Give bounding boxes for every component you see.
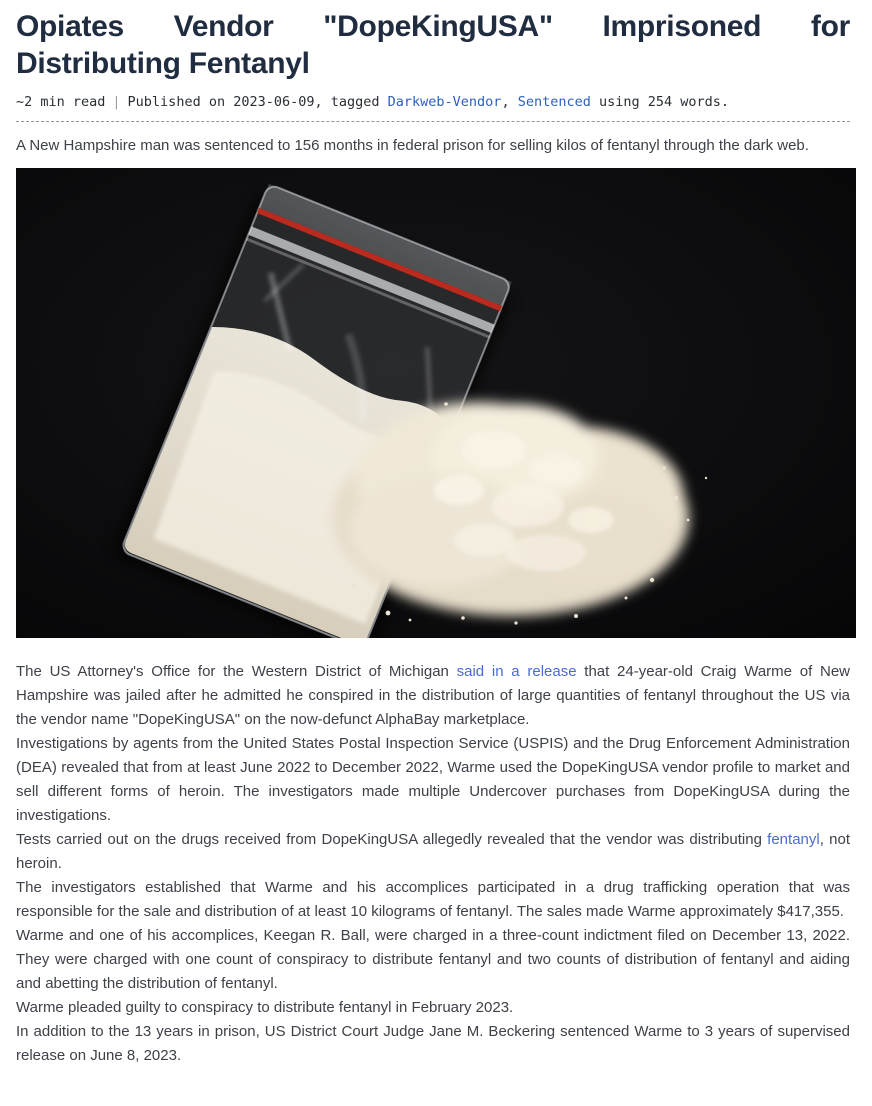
paragraph-5: Warme and one of his accomplices, Keegan R. Ball, were charged in a three-count indictment filed on December 13, 2022. They were charged with one count of conspiracy to distribute fentanyl and two counts of distribution of fentanyl and aiding and abetting the distribution of fentanyl. — [16, 927, 850, 992]
tag-link-darkweb-vendor[interactable]: Darkweb-Vendor — [387, 94, 502, 110]
paragraph-1-text: The US Attorney's Office for the Western District of Michigan — [16, 663, 457, 680]
read-time: ~2 min read — [16, 94, 106, 110]
link-said-in-a-release[interactable]: said in a release — [456, 663, 577, 680]
paragraph-3-text-cont: , not heroin. — [16, 831, 850, 872]
paragraph-4: The investigators established that Warme and his accomplices participated in a drug trafficking operation that was responsible for the sale and distribution of at least 10 kilograms of fentanyl. The sales made Warme approximately $417,355. — [16, 879, 850, 920]
paragraph-6: Warme pleaded guilty to conspiracy to distribute fentanyl in February 2023. — [16, 999, 514, 1016]
paragraph-3-text: Tests carried out on the drugs received from DopeKingUSA allegedly revealed that the vendor was distributing — [16, 831, 768, 848]
link-fentanyl[interactable]: fentanyl — [767, 831, 820, 848]
tag-joiner: , — [501, 94, 518, 110]
tag-link-sentenced[interactable]: Sentenced — [517, 94, 591, 110]
paragraph-1-text-cont: that 24-year-old Craig Warme of New Hampshire was jailed after he admitted he conspired in the distribution of large quantities of fentanyl throughout the US via the vendor name "DopeKingUSA" on the now-defunct AlphaBay marketplace. — [16, 663, 850, 728]
fentanyl-bag-photo — [16, 168, 856, 638]
article-title: Opiates Vendor "DopeKingUSA" Imprisoned for Distributing Fentanyl — [16, 10, 850, 80]
article-hero-image — [16, 168, 856, 638]
paragraph-1 — [16, 660, 850, 732]
dashed-divider — [16, 121, 850, 122]
article-body — [16, 660, 850, 1068]
meta-separator: | — [112, 94, 121, 110]
word-count-text: using 254 words. — [590, 94, 730, 110]
paragraph-2: Investigations by agents from the United States Postal Inspection Service (USPIS) and the Drug Enforcement Administration (DEA) revealed that from at least June 2022 to December 2022, Warme used the DopeKingUSA vendor profile to market and sell different forms of heroin. The investigators made multiple Undercover purchases from DopeKingUSA during the investigations. — [16, 735, 850, 824]
paragraph-3 — [16, 828, 850, 876]
article-meta — [16, 94, 850, 110]
paragraph-7: In addition to the 13 years in prison, US District Court Judge Jane M. Beckering sentenced Warme to 3 years of supervised release on June 8, 2023. — [16, 1023, 850, 1064]
article-intro: A New Hampshire man was sentenced to 156 months in federal prison for selling kilos of fentanyl through the dark web. — [16, 137, 809, 154]
published-text: Published on 2023-06-09, tagged — [127, 94, 388, 110]
